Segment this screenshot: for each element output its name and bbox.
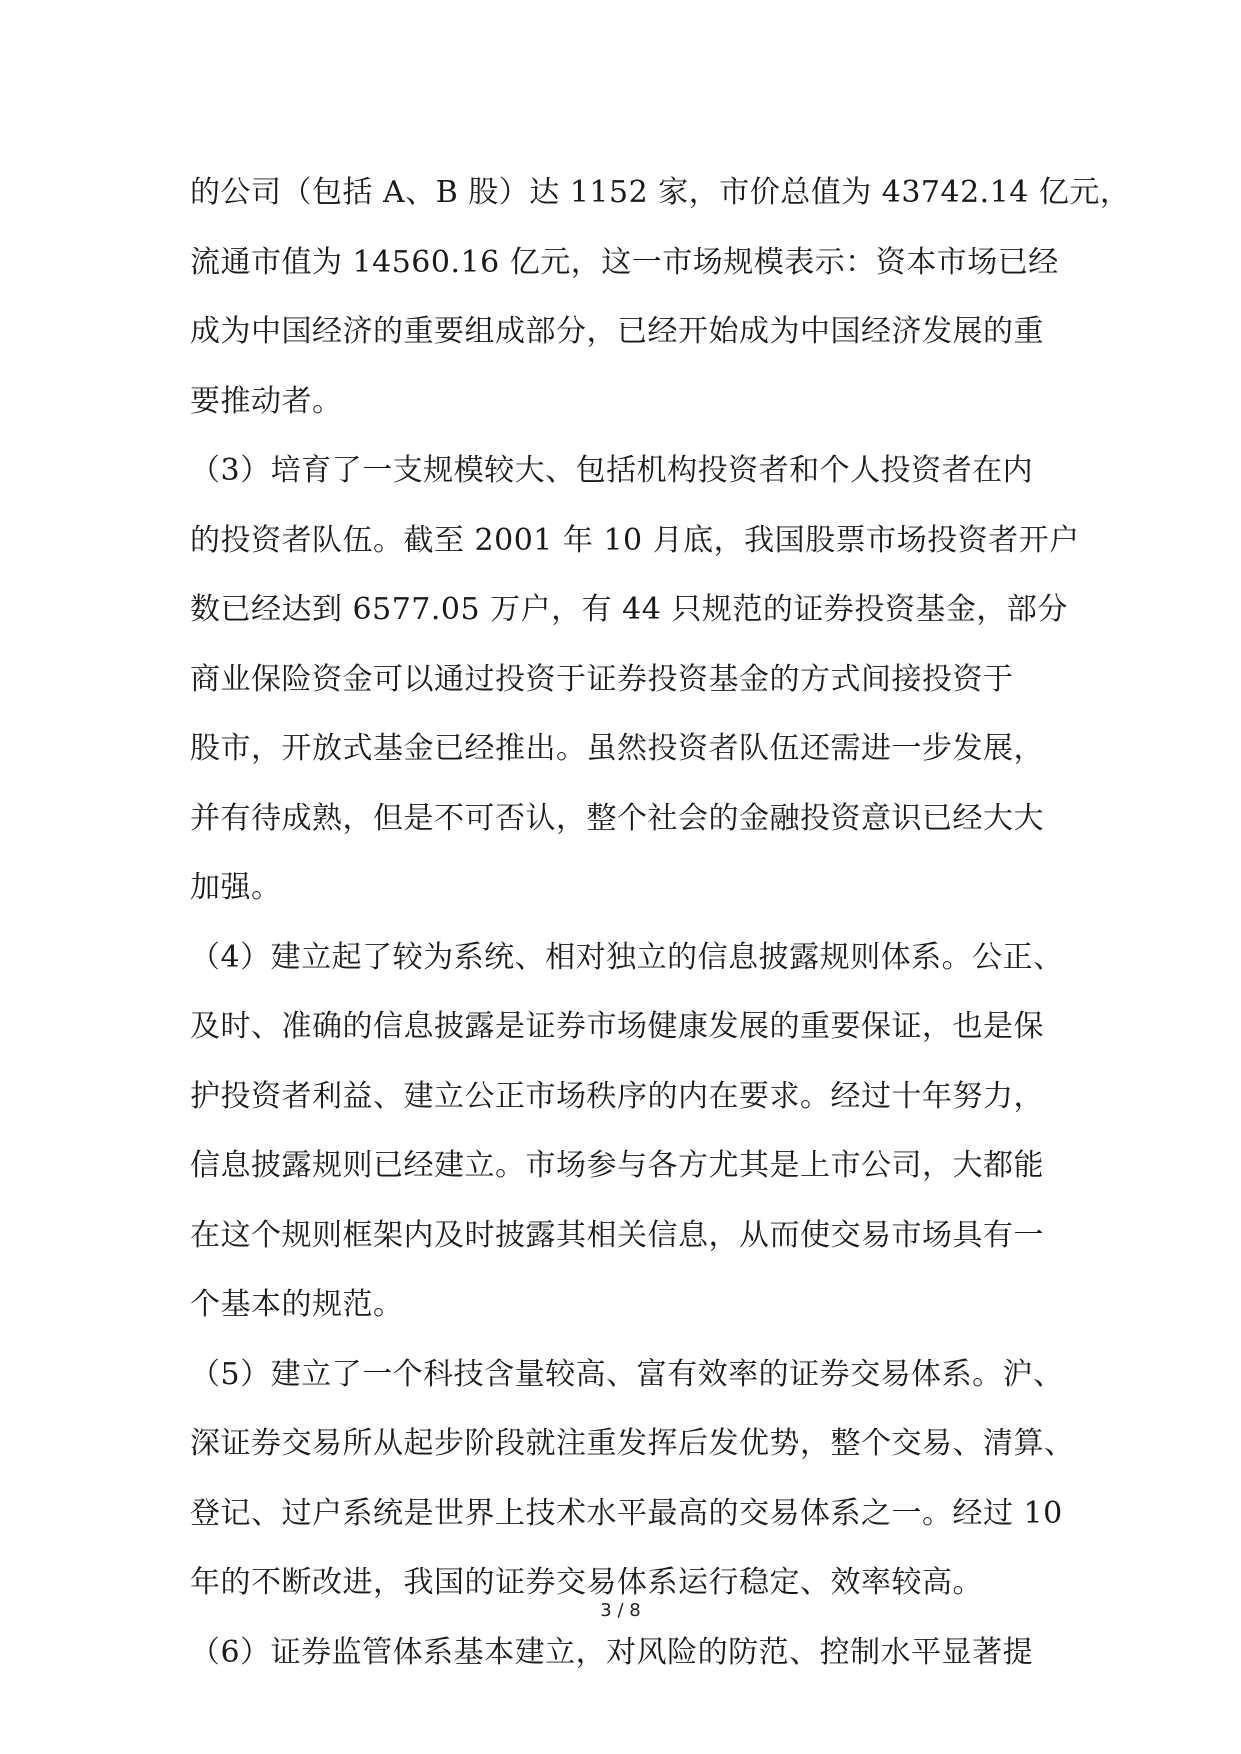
text-line: 并有待成熟，但是不可否认，整个社会的金融投资意识已经大大 <box>190 800 1044 836</box>
page-number: 3 / 8 <box>600 1600 641 1621</box>
body-text <box>190 158 1131 1687</box>
text-line: 在这个规则框架内及时披露其相关信息，从而使交易市场具有一 <box>190 1217 1044 1253</box>
text-line: 的公司（包括 A、B 股）达 1152 家，市价总值为 43742.14 亿元， <box>190 175 1131 210</box>
text-line: 信息披露规则已经建立。市场参与各方尤其是上市公司，大都能 <box>190 1148 1044 1183</box>
text-line: 要推动者。 <box>190 383 343 419</box>
text-line: 深证券交易所从起步阶段就注重发挥后发优势，整个交易、清算、 <box>190 1426 1075 1461</box>
text-line: （4）建立起了较为系统、相对独立的信息披露规则体系。公正、 <box>190 939 1064 975</box>
text-line: （5）建立了一个科技含量较高、富有效率的证券交易体系。沪、 <box>190 1356 1064 1392</box>
text-line: 加强。 <box>190 870 282 905</box>
text-line: 护投资者利益、建立公正市场秩序的内在要求。经过十年努力， <box>190 1078 1044 1114</box>
text-line: 商业保险资金可以通过投资于证券投资基金的方式间接投资于 <box>190 661 1014 697</box>
text-line: 及时、准确的信息披露是证券市场健康发展的重要保证，也是保 <box>190 1009 1044 1044</box>
text-line: 成为中国经济的重要组成部分，已经开始成为中国经济发展的重 <box>190 314 1044 349</box>
text-line: 流通市值为 14560.16 亿元，这一市场规模表示：资本市场已经 <box>190 244 1059 280</box>
text-line: 股市，开放式基金已经推出。虽然投资者队伍还需进一步发展， <box>190 731 1044 766</box>
text-line: 数已经达到 6577.05 万户，有 44 只规范的证券投资基金，部分 <box>190 592 1068 627</box>
text-line: 登记、过户系统是世界上技术水平最高的交易体系之一。经过 10 <box>190 1495 1063 1531</box>
text-line: （6）证券监管体系基本建立，对风险的防范、控制水平显著提 <box>190 1634 1034 1670</box>
text-line: （3）培育了一支规模较大、包括机构投资者和个人投资者在内 <box>190 453 1034 488</box>
text-line: 年的不断改进，我国的证券交易体系运行稳定、效率较高。 <box>190 1565 983 1600</box>
text-line: 个基本的规范。 <box>190 1287 404 1322</box>
text-line: 的投资者队伍。截至 2001 年 10 月底，我国股票市场投资者开户 <box>190 522 1080 558</box>
